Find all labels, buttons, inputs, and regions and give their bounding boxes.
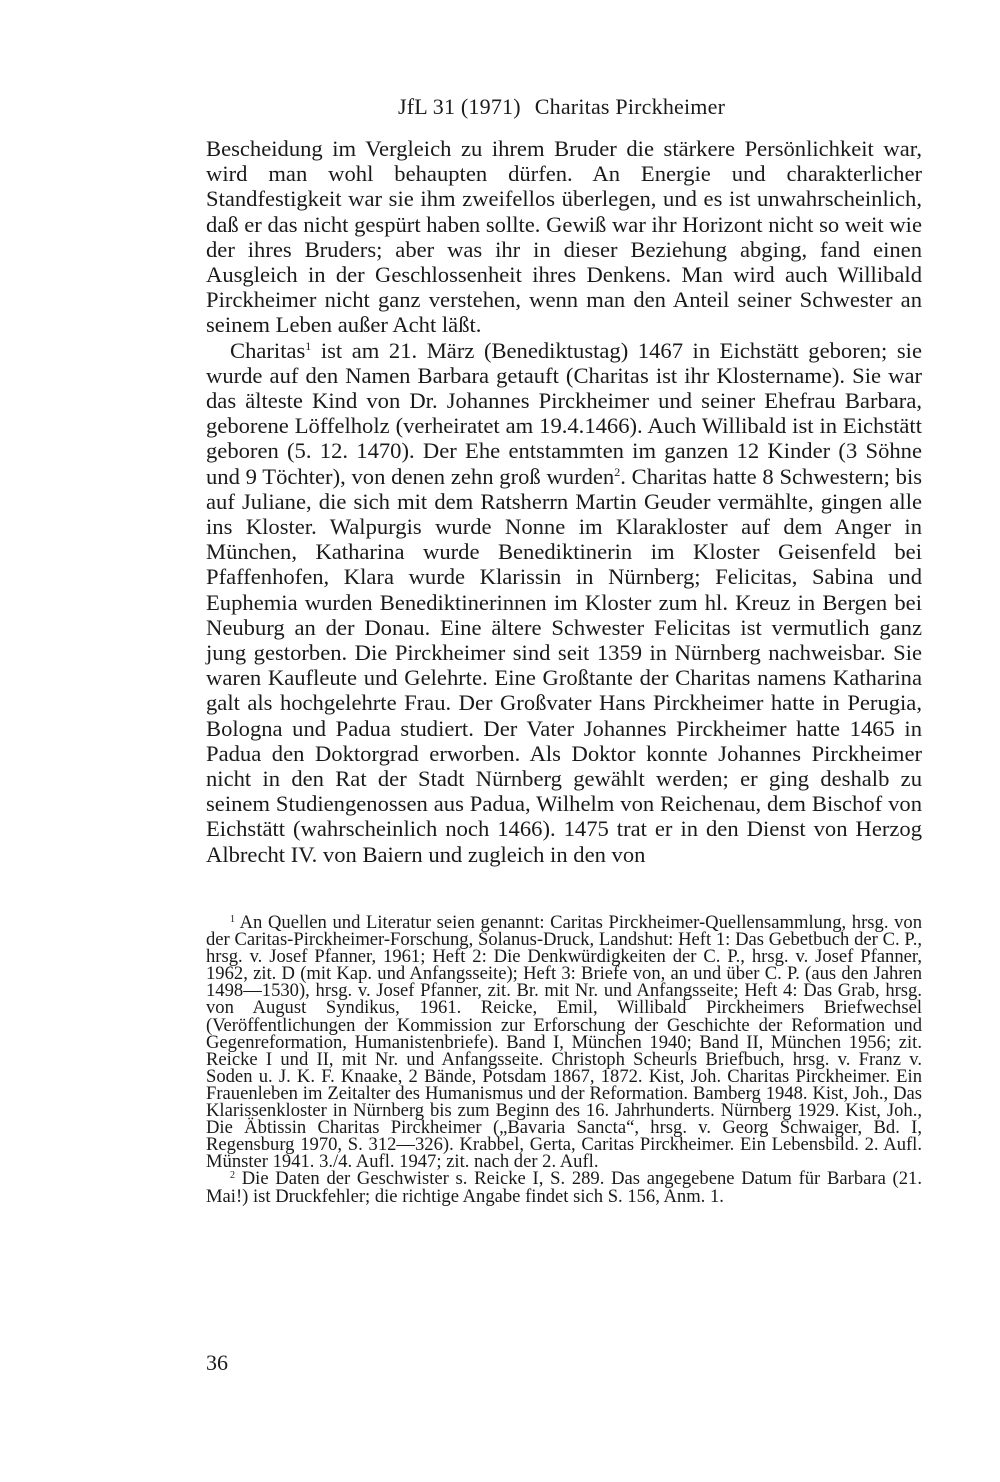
body-text <box>206 136 922 867</box>
paragraph-biography <box>206 338 922 867</box>
footnote-marker: 1 <box>230 914 235 925</box>
paragraph-continuation: Bescheidung im Vergleich zu ihrem Bruder die stärkere Persönlichkeit war, wird man wohl behaupten dürfen. An Energie und charakterlicher Standfestigkeit war sie ihm zweifellos überlegen, und es ist unwahrscheinlich, daß er das nicht gespürt haben sollte. Gewiß war ihr Horizont nicht so weit wie der ihres Bruders; aber was ihr in dieser Beziehung abging, fand einen Ausgleich in der Geschlossenheit ihres Denkens. Man wird auch Willibald Pirckheimer nicht ganz verstehen, wenn man den Anteil seiner Schwester an seinem Leben außer Acht läßt. <box>206 136 922 338</box>
footnote-text: An Quellen und Literatur seien genannt: Caritas Pirckheimer-Quellensammlung, hrsg. von der Caritas-Pirckheimer-Forschung, Solanus-Druck, Landshut: Heft 1: Das Gebetbuch der C. P., hrsg. v. Josef Pfanner, 1961; Heft 2: Die Denkwürdigkeiten der C. P., hrsg. v. Josef Pfanner, 1962, zit. D (mit Kap. und Anfangsseite); Heft 3: Briefe von, an und über C. P. (aus den Jahren 1498—1530), hrsg. v. Josef Pfanner, zit. Br. mit Nr. und Anfangsseite; Heft 4: Das Grab, hrsg. von August Syndikus, 1961. Reicke, Emil, Willibald Pirckheimers Briefwechsel (Veröffentlichungen der Kommission zur Erforschung der Geschichte der Reformation und Gegenreformation, Humanistenbriefe). Band I, München 1940; Band II, München 1956; zit. Reicke I und II, mit Nr. und Anfangsseite. Christoph Scheurls Briefbuch, hrsg. v. Franz v. Soden u. J. K. F. Knaake, 2 Bände, Potsdam 1867, 1872. Kist, Joh. Charitas Pirckheimer. Ein Frauenleben im Zeitalter des Humanismus und der Reformation. Bamberg 1948. Kist, Joh., Das Klarissenkloster in Nürnberg bis zum Beginn des 16. Jahrhunderts. Nürnberg 1929. Kist, Joh., Die Äbtissin Charitas Pirckheimer („Bavaria Sancta“, hrsg. v. Georg Schwaiger, Bd. I, Regensburg 1970, S. 312—326). Krabbel, Gerta, Caritas Pirckheimer. Ein Lebensbild. 2. Aufl. Münster 1941. 3./4. Aufl. 1947; zit. nach der 2. Aufl. <box>206 912 922 1173</box>
footnote-2 <box>206 1168 922 1207</box>
journal-reference: JfL 31 (1971) <box>398 94 521 119</box>
footnote-ref-1[interactable]: 1 <box>305 338 312 353</box>
footnotes <box>206 914 922 1205</box>
footnote-ref-2[interactable]: 2 <box>614 464 621 479</box>
footnote-text: Die Daten der Geschwister s. Reicke I, S. 289. Das angegebene Datum für Barbara (21. Mai!) ist Druckfehler; die richtige Angabe findet sich S. 156, Anm. 1. <box>206 1168 922 1207</box>
running-title: Charitas Pirckheimer <box>534 94 726 119</box>
footnote-marker: 2 <box>230 1170 235 1182</box>
paragraph-text: ist am 21. März (Benediktustag) 1467 in Eichstätt geboren; sie wurde auf den Namen Barbara getauft (Charitas ist ihr Klostername). Sie war das älteste Kind von Dr. Johannes Pirckheimer und seiner Ehefrau Barbara, geborene Löffelholz (verheiratet am 19.4.1466). Auch Willibald ist in Eichstätt geboren (5. 12. 1470). Der Ehe entstammten im ganzen 12 Kinder (3 Söhne und 9 Töchter), von denen zehn groß wurden <box>206 337 922 489</box>
footnote-1 <box>206 912 922 1173</box>
paragraph-text: . Charitas hatte 8 Schwestern; bis auf Juliane, die sich mit dem Ratsherrn Martin Geuder vermählte, gingen alle ins Kloster. Walpurgis wurde Nonne im Klarakloster auf dem Anger in München, Katharina wurde Benediktinerin im Kloster Geisenfeld bei Pfaffenhofen, Klara wurde Klarissin in Nürnberg; Felicitas, Sabina und Euphemia wurden Benediktinerinnen im Kloster zum hl. Kreuz in Bergen bei Neuburg an der Donau. Eine ältere Schwester Felicitas ist vermutlich ganz jung gestorben. Die Pirckheimer sind seit 1359 in Nürnberg nachweisbar. Sie waren Kaufleute und Gelehrte. Eine Großtante der Charitas namens Katharina galt als hochgelehrte Frau. Der Großvater Hans Pirckheimer hatte in Perugia, Bologna und Padua studiert. Der Vater Johannes Pirckheimer hatte 1465 in Padua den Doktorgrad erworben. Als Doktor konnte Johannes Pirckheimer nicht in den Rat der Stadt Nürnberg gewählt werden; er ging deshalb zu seinem Studiengenossen aus Padua, Wilhelm von Reichenau, dem Bischof von Eichstätt (wahrscheinlich noch 1466). 1475 trat er in den Dienst von Herzog Albrecht IV. von Baiern und zugleich in den von <box>206 463 923 867</box>
page-number: 36 <box>206 1350 228 1375</box>
running-head <box>398 94 725 120</box>
paragraph-text: Charitas <box>230 337 306 363</box>
